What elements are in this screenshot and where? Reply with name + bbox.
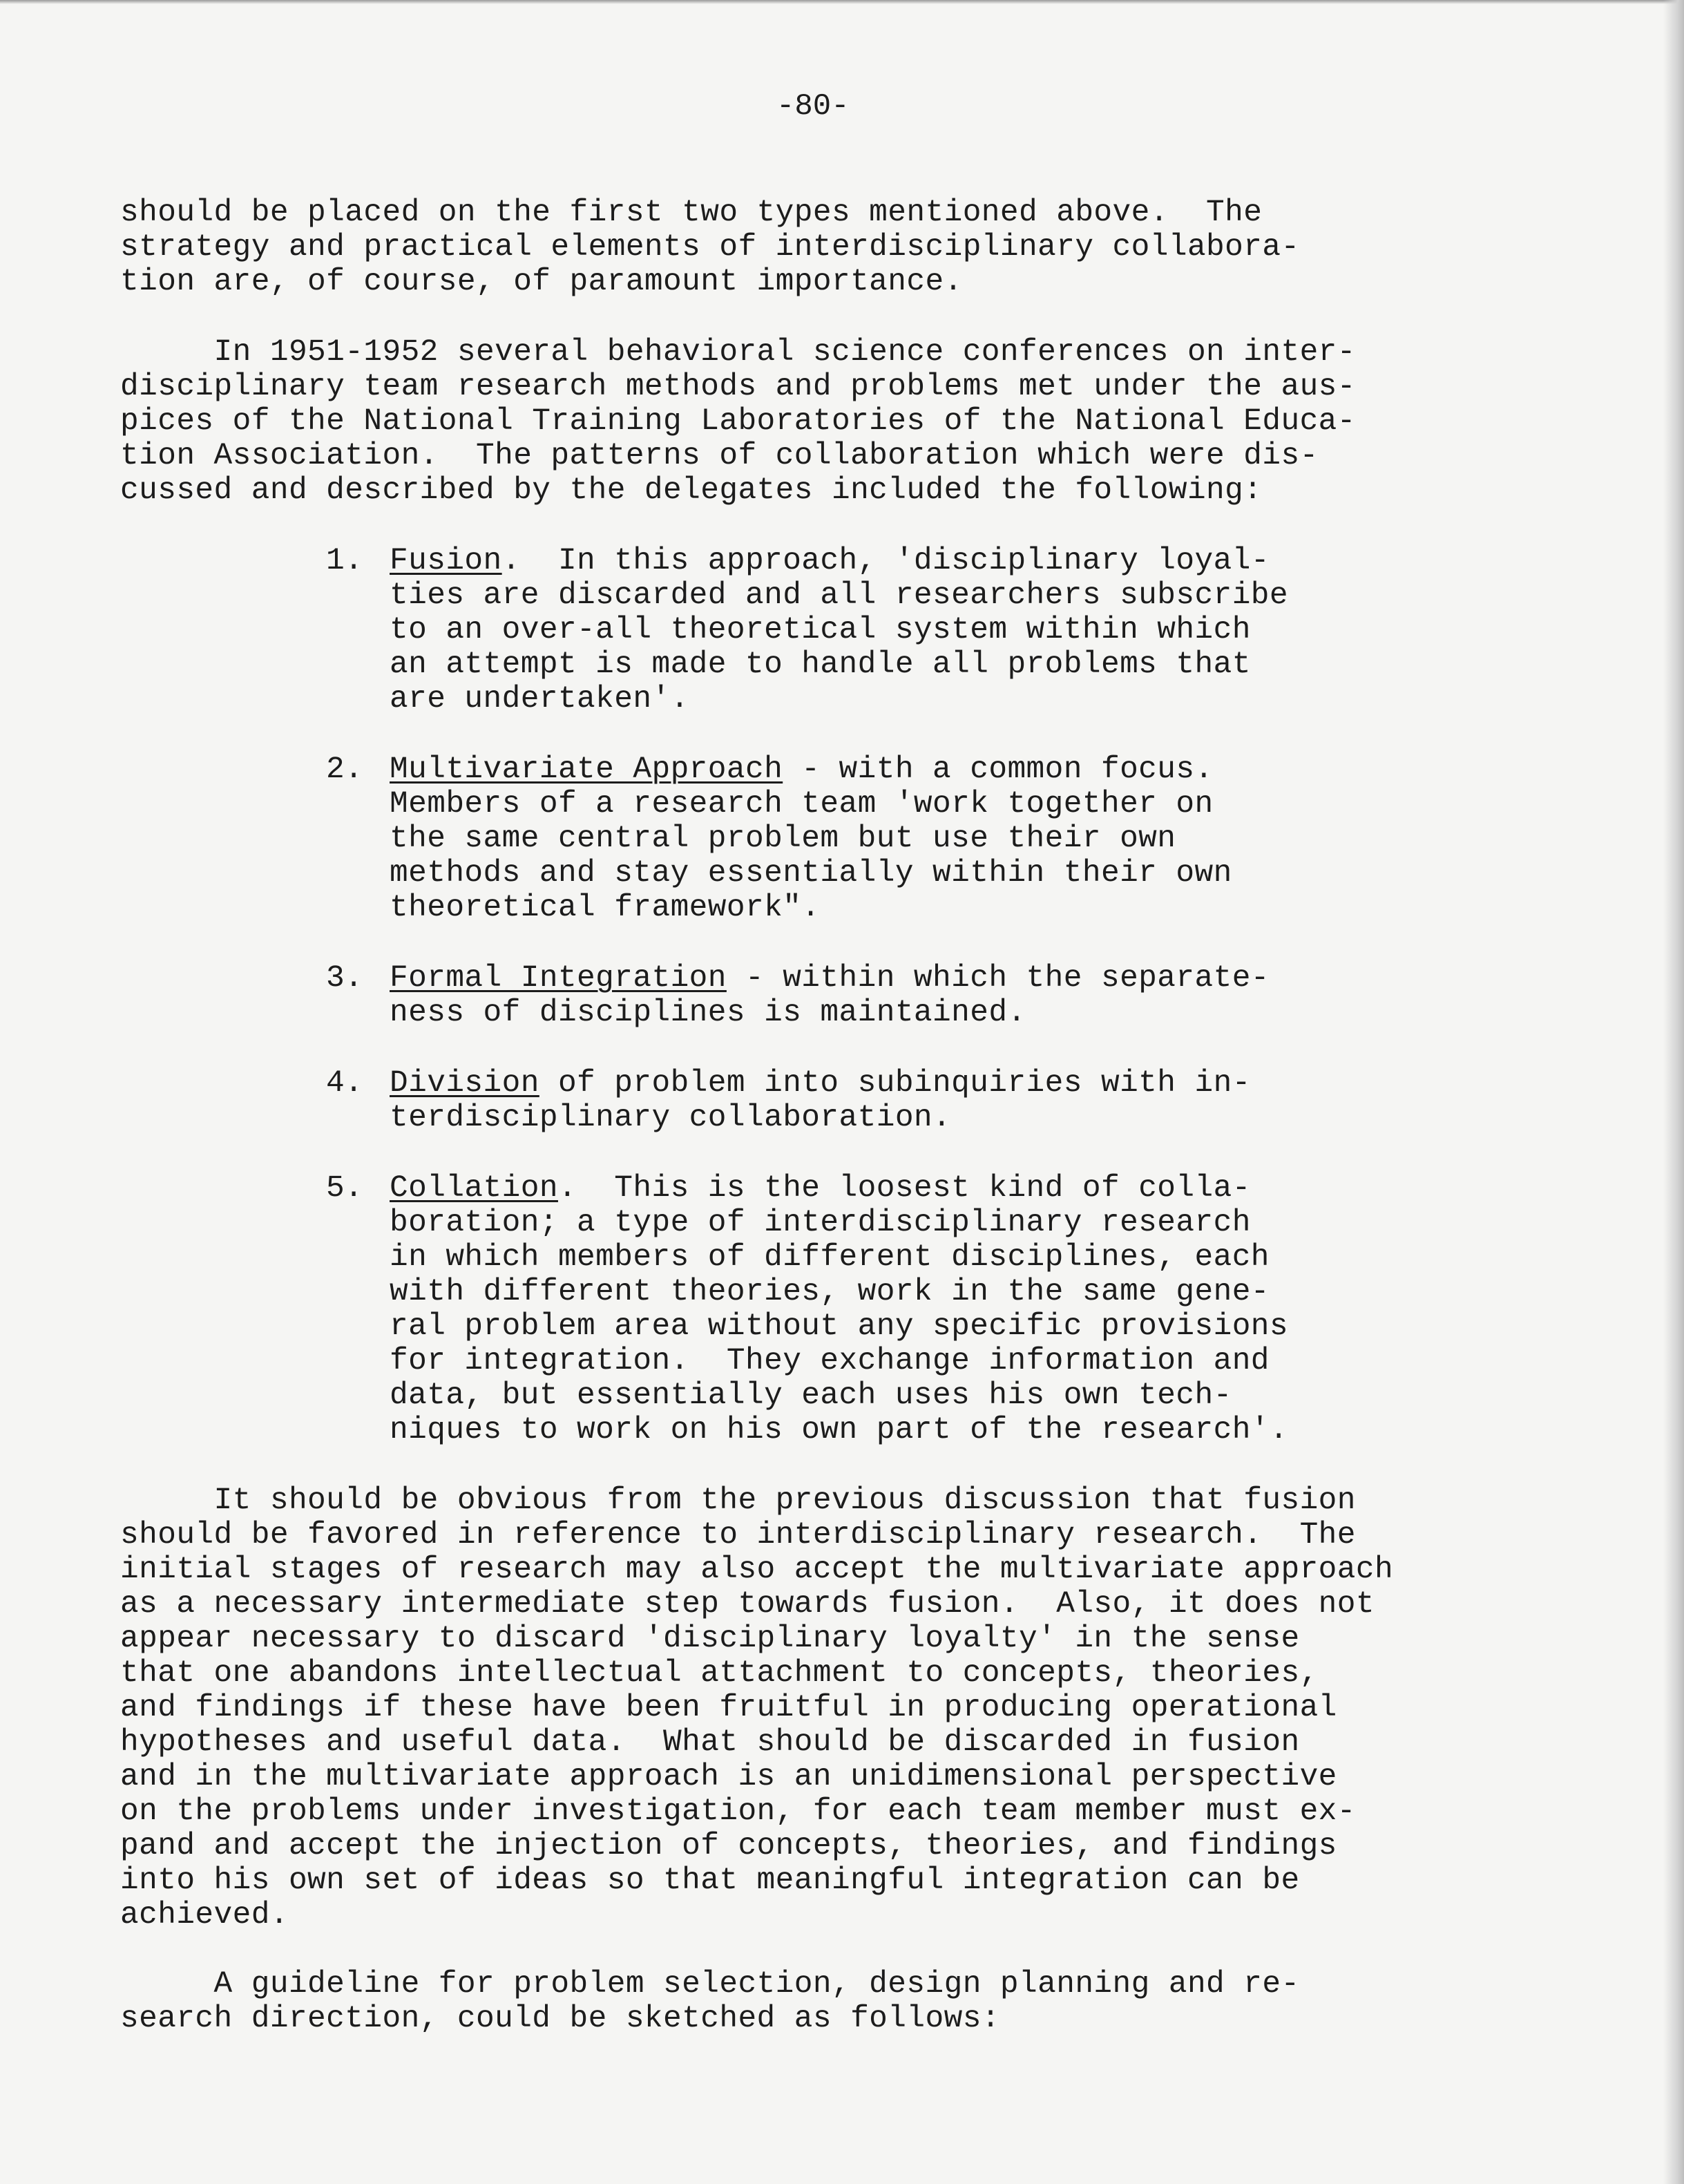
text-line: an attempt is made to handle all problems that: [390, 647, 1251, 682]
list-item-number: 3.: [326, 961, 363, 996]
text-line: Members of a research team 'work together on: [390, 787, 1214, 822]
text-line: tion are, of course, of paramount importance.: [120, 265, 963, 299]
text-line: pices of the National Training Laboratories of the National Educa-: [120, 404, 1356, 439]
text-line: data, but essentially each uses his own tech-: [390, 1378, 1232, 1413]
text-line: search direction, could be sketched as follows:: [120, 2002, 1000, 2036]
list-item-first-line: [390, 1173, 1251, 1204]
list-item-first-line: [390, 546, 1270, 577]
text-line: appear necessary to discard 'disciplinary loyalty' in the sense: [120, 1622, 1300, 1656]
text-line: disciplinary team research methods and problems met under the aus-: [120, 370, 1356, 404]
list-item-title: Formal Integration: [390, 961, 727, 996]
list-item-title: Division: [390, 1066, 539, 1101]
list-item-number: 1.: [326, 544, 363, 578]
list-item-text: . This is the loosest kind of colla-: [557, 1171, 1251, 1206]
text-line: on the problems under investigation, for each team member must ex-: [120, 1794, 1356, 1829]
text-line: should be favored in reference to interdisciplinary research. The: [120, 1518, 1356, 1552]
text-line: hypotheses and useful data. What should be discarded in fusion: [120, 1725, 1300, 1760]
text-line: strategy and practical elements of interdisciplinary collabora-: [120, 230, 1300, 265]
list-item-first-line: [390, 1068, 1251, 1099]
text-line: should be placed on the first two types mentioned above. The: [120, 196, 1263, 230]
text-line: boration; a type of interdisciplinary research: [390, 1206, 1251, 1240]
text-line: in which members of different disciplines, each: [390, 1240, 1270, 1275]
list-item-first-line: [390, 963, 1270, 994]
text-line: pand and accept the injection of concepts, theories, and findings: [120, 1829, 1337, 1863]
text-line: achieved.: [120, 1898, 289, 1933]
list-item-title: Collation: [390, 1171, 558, 1206]
page-number: -80-: [776, 89, 850, 124]
text-line: A guideline for problem selection, design planning and re-: [120, 1967, 1300, 2002]
page-top-edge: [0, 0, 1684, 4]
page-right-edge-shadow: [1663, 0, 1684, 2184]
text-line: into his own set of ideas so that meaningful integration can be: [120, 1863, 1300, 1898]
text-line: initial stages of research may also accept the multivariate approach: [120, 1552, 1394, 1587]
text-line: and findings if these have been fruitful in producing operational: [120, 1691, 1337, 1725]
list-item-text: of problem into subinquiries with in-: [539, 1066, 1251, 1101]
text-line: niques to work on his own part of the research'.: [390, 1413, 1289, 1447]
text-line: for integration. They exchange information and: [390, 1344, 1270, 1378]
text-line: to an over-all theoretical system within which: [390, 613, 1251, 647]
text-line: theoretical framework".: [390, 891, 821, 925]
text-line: ral problem area without any specific provisions: [390, 1309, 1289, 1344]
text-line: methods and stay essentially within their own: [390, 856, 1232, 891]
text-line: that one abandons intellectual attachment to concepts, theories,: [120, 1656, 1319, 1691]
list-item-text: . In this approach, 'disciplinary loyal-: [501, 544, 1270, 578]
text-line: It should be obvious from the previous discussion that fusion: [120, 1483, 1356, 1518]
list-item-number: 5.: [326, 1171, 363, 1206]
text-line: cussed and described by the delegates included the following:: [120, 473, 1263, 508]
text-line: are undertaken'.: [390, 682, 689, 716]
text-line: and in the multivariate approach is an unidimensional perspective: [120, 1760, 1337, 1794]
text-line: ness of disciplines is maintained.: [390, 996, 1026, 1030]
text-line: with different theories, work in the same gene-: [390, 1275, 1270, 1309]
list-item-text: - with a common focus.: [783, 752, 1214, 787]
text-line: the same central problem but use their own: [390, 822, 1176, 856]
text-line: as a necessary intermediate step towards fusion. Also, it does not: [120, 1587, 1375, 1622]
text-line: tion Association. The patterns of collaboration which were dis-: [120, 439, 1319, 473]
list-item-first-line: [390, 754, 1214, 786]
list-item-title: Multivariate Approach: [390, 752, 783, 787]
list-item-title: Fusion: [390, 544, 502, 578]
text-line: In 1951-1952 several behavioral science conferences on inter-: [120, 335, 1356, 370]
text-line: ties are discarded and all researchers subscribe: [390, 578, 1289, 613]
text-line: terdisciplinary collaboration.: [390, 1101, 952, 1135]
list-item-text: - within which the separate-: [726, 961, 1270, 996]
list-item-number: 2.: [326, 752, 363, 787]
list-item-number: 4.: [326, 1066, 363, 1101]
